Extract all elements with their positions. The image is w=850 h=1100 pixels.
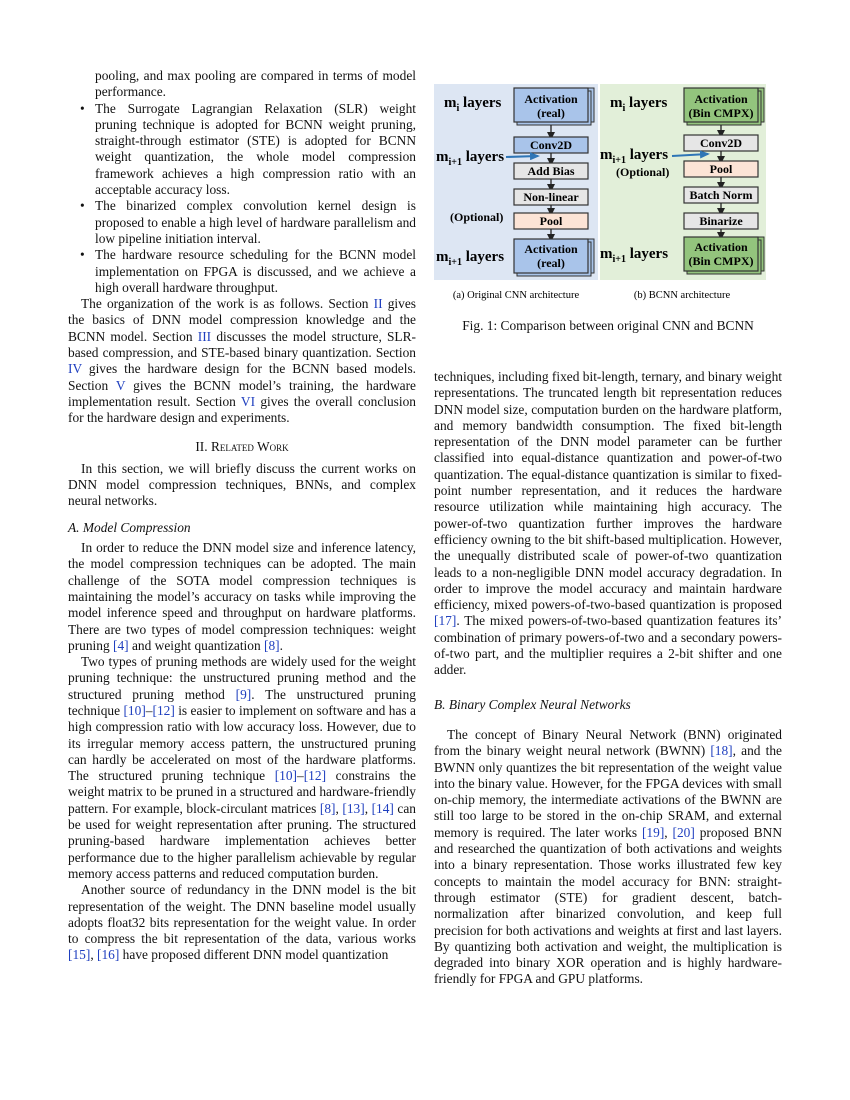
organization-paragraph (68, 296, 416, 426)
bcnn-paragraph (434, 727, 782, 988)
subsection-heading: A. Model Compression (68, 519, 191, 535)
text-span: is easier to implement on software and has a high compression ratio with low accuracy loss. However, due to its irregular memory access pattern, the unstructured pruning can hardly be accelerated on most of the hardware platforms. The structured pruning technique (68, 702, 416, 784)
activation-top-a-line2: (real) (537, 106, 565, 120)
activation-top-b-line2: (Bin CMPX) (688, 106, 754, 120)
optional-label-a: (Optional) (450, 210, 504, 224)
citation-link[interactable]: [4] (113, 637, 129, 653)
text-span: discusses the model structure, SLR-based compression, and STE-based binary quantization. Section (68, 328, 416, 361)
text-span: , (90, 947, 98, 963)
citation-link[interactable]: [10] (123, 702, 146, 718)
text-span: , (335, 800, 343, 816)
citation-link[interactable]: [13] (342, 800, 365, 816)
list-item: • The hardware resource scheduling for the BCNN model implementation on FPGA is discussed, and we achieve a high overall hardware throughput. (68, 247, 416, 296)
figure-1 (434, 84, 782, 307)
section-link[interactable]: III (197, 328, 212, 344)
section-link[interactable]: VI (240, 393, 256, 409)
figure-caption: Fig. 1: Comparison between original CNN and BCNN (462, 318, 754, 333)
subcaption-a: (a) Original CNN architecture (452, 290, 580, 301)
citation-link[interactable]: [12] (152, 702, 175, 718)
text-span: gives the BCNN model’s training, the hardware implementation result. Section (68, 377, 416, 409)
citation-link[interactable]: [15] (68, 947, 91, 963)
architecture-diagram (434, 84, 782, 302)
layer-label-bot-b: $m_{i+1}$ layers (600, 246, 669, 265)
citation-link[interactable]: [10] (274, 768, 298, 784)
text-span: techniques, including fixed bit-length, ternary, and binary weight representations. The truncated length bit representation reduces DNN model size, computation burden on the hardware platform, and memory bandwidth consumption. The fixed bit-length representation of the DNN model parameter can be further classified into equal-distance quantization and power-of-two quantization. The equal-distance quantization is similar to fixed-point number representation, and it reduces the hardware resource utilization while maintaining high accuracy. The power-of-two quantization further improves the hardware efficiency owning to the bit shift-based multiplication. However, the unequally distributed scale of power-of-two quantization leads to a non-negligible DNN model accuracy degradation. In order to improve the model accuracy and maintain hardware efficiency, mixed powers-of-two-based quantization is proposed (434, 369, 782, 613)
text-span: In order to reduce the DNN model size and inference latency, the model compression techniques can be adopted. The main challenge of the SOTA model compression techniques is maintaining the model’s accuracy on tasks while improving the model inference speed and throughput on hardware platforms. There are two types of model compression techniques: weight pruning (68, 540, 416, 653)
left-column (68, 68, 416, 964)
subsection-heading: B. Binary Complex Neural Networks (434, 696, 631, 712)
citation-link[interactable]: [16] (97, 947, 120, 963)
layer-label-mid-a: $m_{i+1}$ layers (436, 149, 505, 168)
right-column (434, 369, 782, 988)
section-heading (68, 439, 416, 455)
pool-label-b: Pool (709, 162, 733, 176)
citation-link[interactable]: [8] (264, 637, 280, 653)
section-number: II. (195, 438, 208, 454)
binarize-label: Binarize (699, 214, 743, 228)
citation-link[interactable]: [18] (710, 743, 733, 759)
text-span: gives the hardware design for the BCNN based models. Section (68, 361, 416, 393)
citation-link[interactable]: [17] (434, 613, 457, 629)
text-span: constrains the weight matrix to be pruned in a structured and hardware-friendly pattern. For example, block-circulant matrices (68, 768, 416, 816)
text-span: – (145, 702, 153, 718)
list-item: • The binarized complex convolution kernel design is proposed to enable a high level of hardware parallelism and low pipeline initiation interval. (68, 198, 416, 247)
activation-bot-b-line1: Activation (694, 240, 748, 254)
pool-label-a: Pool (539, 214, 563, 228)
activation-bot-a-line1: Activation (524, 242, 578, 256)
contribution-list (68, 101, 416, 297)
related-intro-paragraph: In this section, we will briefly discuss the current works on DNN model compression techniques, BNNs, and complex neural networks. (68, 460, 416, 509)
model-compression-paragraph-2 (68, 654, 416, 882)
layer-label-top-a: $m_i$ layers (444, 95, 502, 114)
citation-link[interactable]: [20] (672, 824, 695, 840)
blue-arrow-a (506, 156, 538, 157)
citation-link[interactable]: [12] (303, 768, 327, 784)
layer-label-bot-a: $m_{i+1}$ layers (436, 249, 505, 268)
activation-bot-b-line2: (Bin CMPX) (688, 254, 754, 268)
batch-norm-label: Batch Norm (689, 188, 753, 202)
conv2d-label-a: Conv2D (529, 138, 573, 152)
text-span: have proposed different DNN model quantization (119, 947, 389, 963)
layer-label-mid-b: $m_{i+1}$ layers (600, 147, 669, 166)
section-title-text: Related Work (210, 438, 289, 454)
text-span: The concept of Binary Neural Network (BNN) originated from the binary weight neural network (BWNN) (434, 726, 782, 759)
quantization-paragraph (434, 369, 782, 679)
activation-top-a-line1: Activation (524, 92, 578, 106)
citation-link[interactable]: [8] (319, 800, 336, 816)
text-span: proposed BNN and researched the quantization of both activations and weights into a binary representation. Those works illustrated few key concepts to maintain the model accuracy for BNN: straight-through estimator (STE) for gradient descent, batch-normalization after binarized convolution, and keep full precision for both activations and weights at first and last layers. By quantizing both activation and weight, the multiplication is degraded into binary XOR operation and is highly hardware-friendly for FPGA and GPU platforms. (434, 824, 782, 987)
activation-top-b-line1: Activation (694, 92, 748, 106)
paragraph-continuation: pooling, and max pooling are compared in terms of model performance. (95, 68, 416, 100)
activation-bot-a-line2: (real) (537, 256, 565, 270)
optional-label-b: (Optional) (616, 165, 670, 179)
text-span: – (297, 768, 304, 784)
text-span: can be used for weight representation after pruning. The structured pruning-based hardware implementation achieves better performance due to the higher parallelism achievable by regular memory access patterns and reduced computation burden. (68, 800, 416, 881)
text-span: The organization of the work is as follows. Section (81, 296, 374, 312)
text-span: , (364, 800, 372, 816)
model-compression-paragraph-1 (68, 540, 416, 654)
section-link[interactable]: IV (68, 361, 82, 377)
text-span: gives the overall conclusion for the hardware design and experiments. (68, 393, 417, 426)
citation-link[interactable]: [19] (641, 824, 665, 840)
list-item: • The Surrogate Lagrangian Relaxation (SLR) weight pruning technique is adopted for BCNN weight pruning, straight-through estimator (STE) is adopted for BCNN weight quantization, the whole model compression framework achieves a high compression ratio with an acceptable accuracy loss. (68, 101, 416, 199)
text-span: Two types of pruning methods are widely used for the weight pruning technique: the unstructured pruning method and the structured pruning method (68, 654, 416, 702)
section-link[interactable]: II (373, 296, 383, 312)
subcaption-b: (b) BCNN architecture (633, 290, 731, 301)
text-span: . (279, 637, 283, 653)
text-span: . The mixed powers-of-two-based quantization features its’ combination of primary powers-of-two and a secondary powers-of-two part, and the multiplier requires a 2-bit shifter and one adder. (434, 613, 782, 678)
text-span: , and the BWNN only quantizes the bit representation of the weight value into the binary value. However, for the FPGA devices with small on-chip memory, the intermediate activations of the BWNN are still too large to be stored in the on-chip SRAM, and external memory is required. The later works (434, 743, 782, 840)
nonlinear-label: Non-linear (523, 190, 579, 204)
add-bias-label: Add Bias (527, 164, 575, 178)
layer-label-top-b: $m_i$ layers (610, 95, 668, 114)
model-compression-paragraph-3 (68, 882, 416, 963)
text-span: Another source of redundancy in the DNN model is the bit representation of the weight. The DNN baseline model usually adopts float32 bits representation for the weight value. In order to compress the bit representation of the data, various works (68, 882, 416, 947)
text-span: , (664, 824, 673, 840)
citation-link[interactable]: [14] (371, 800, 394, 816)
section-link[interactable]: V (115, 377, 126, 393)
text-span: gives the basics of DNN model compression knowledge and the BCNN model. Section (68, 296, 416, 344)
conv2d-label-b: Conv2D (699, 136, 743, 150)
text-span: . The unstructured pruning technique (68, 686, 416, 718)
citation-link[interactable]: [9] (235, 686, 252, 702)
text-span: and weight quantization (128, 637, 264, 653)
